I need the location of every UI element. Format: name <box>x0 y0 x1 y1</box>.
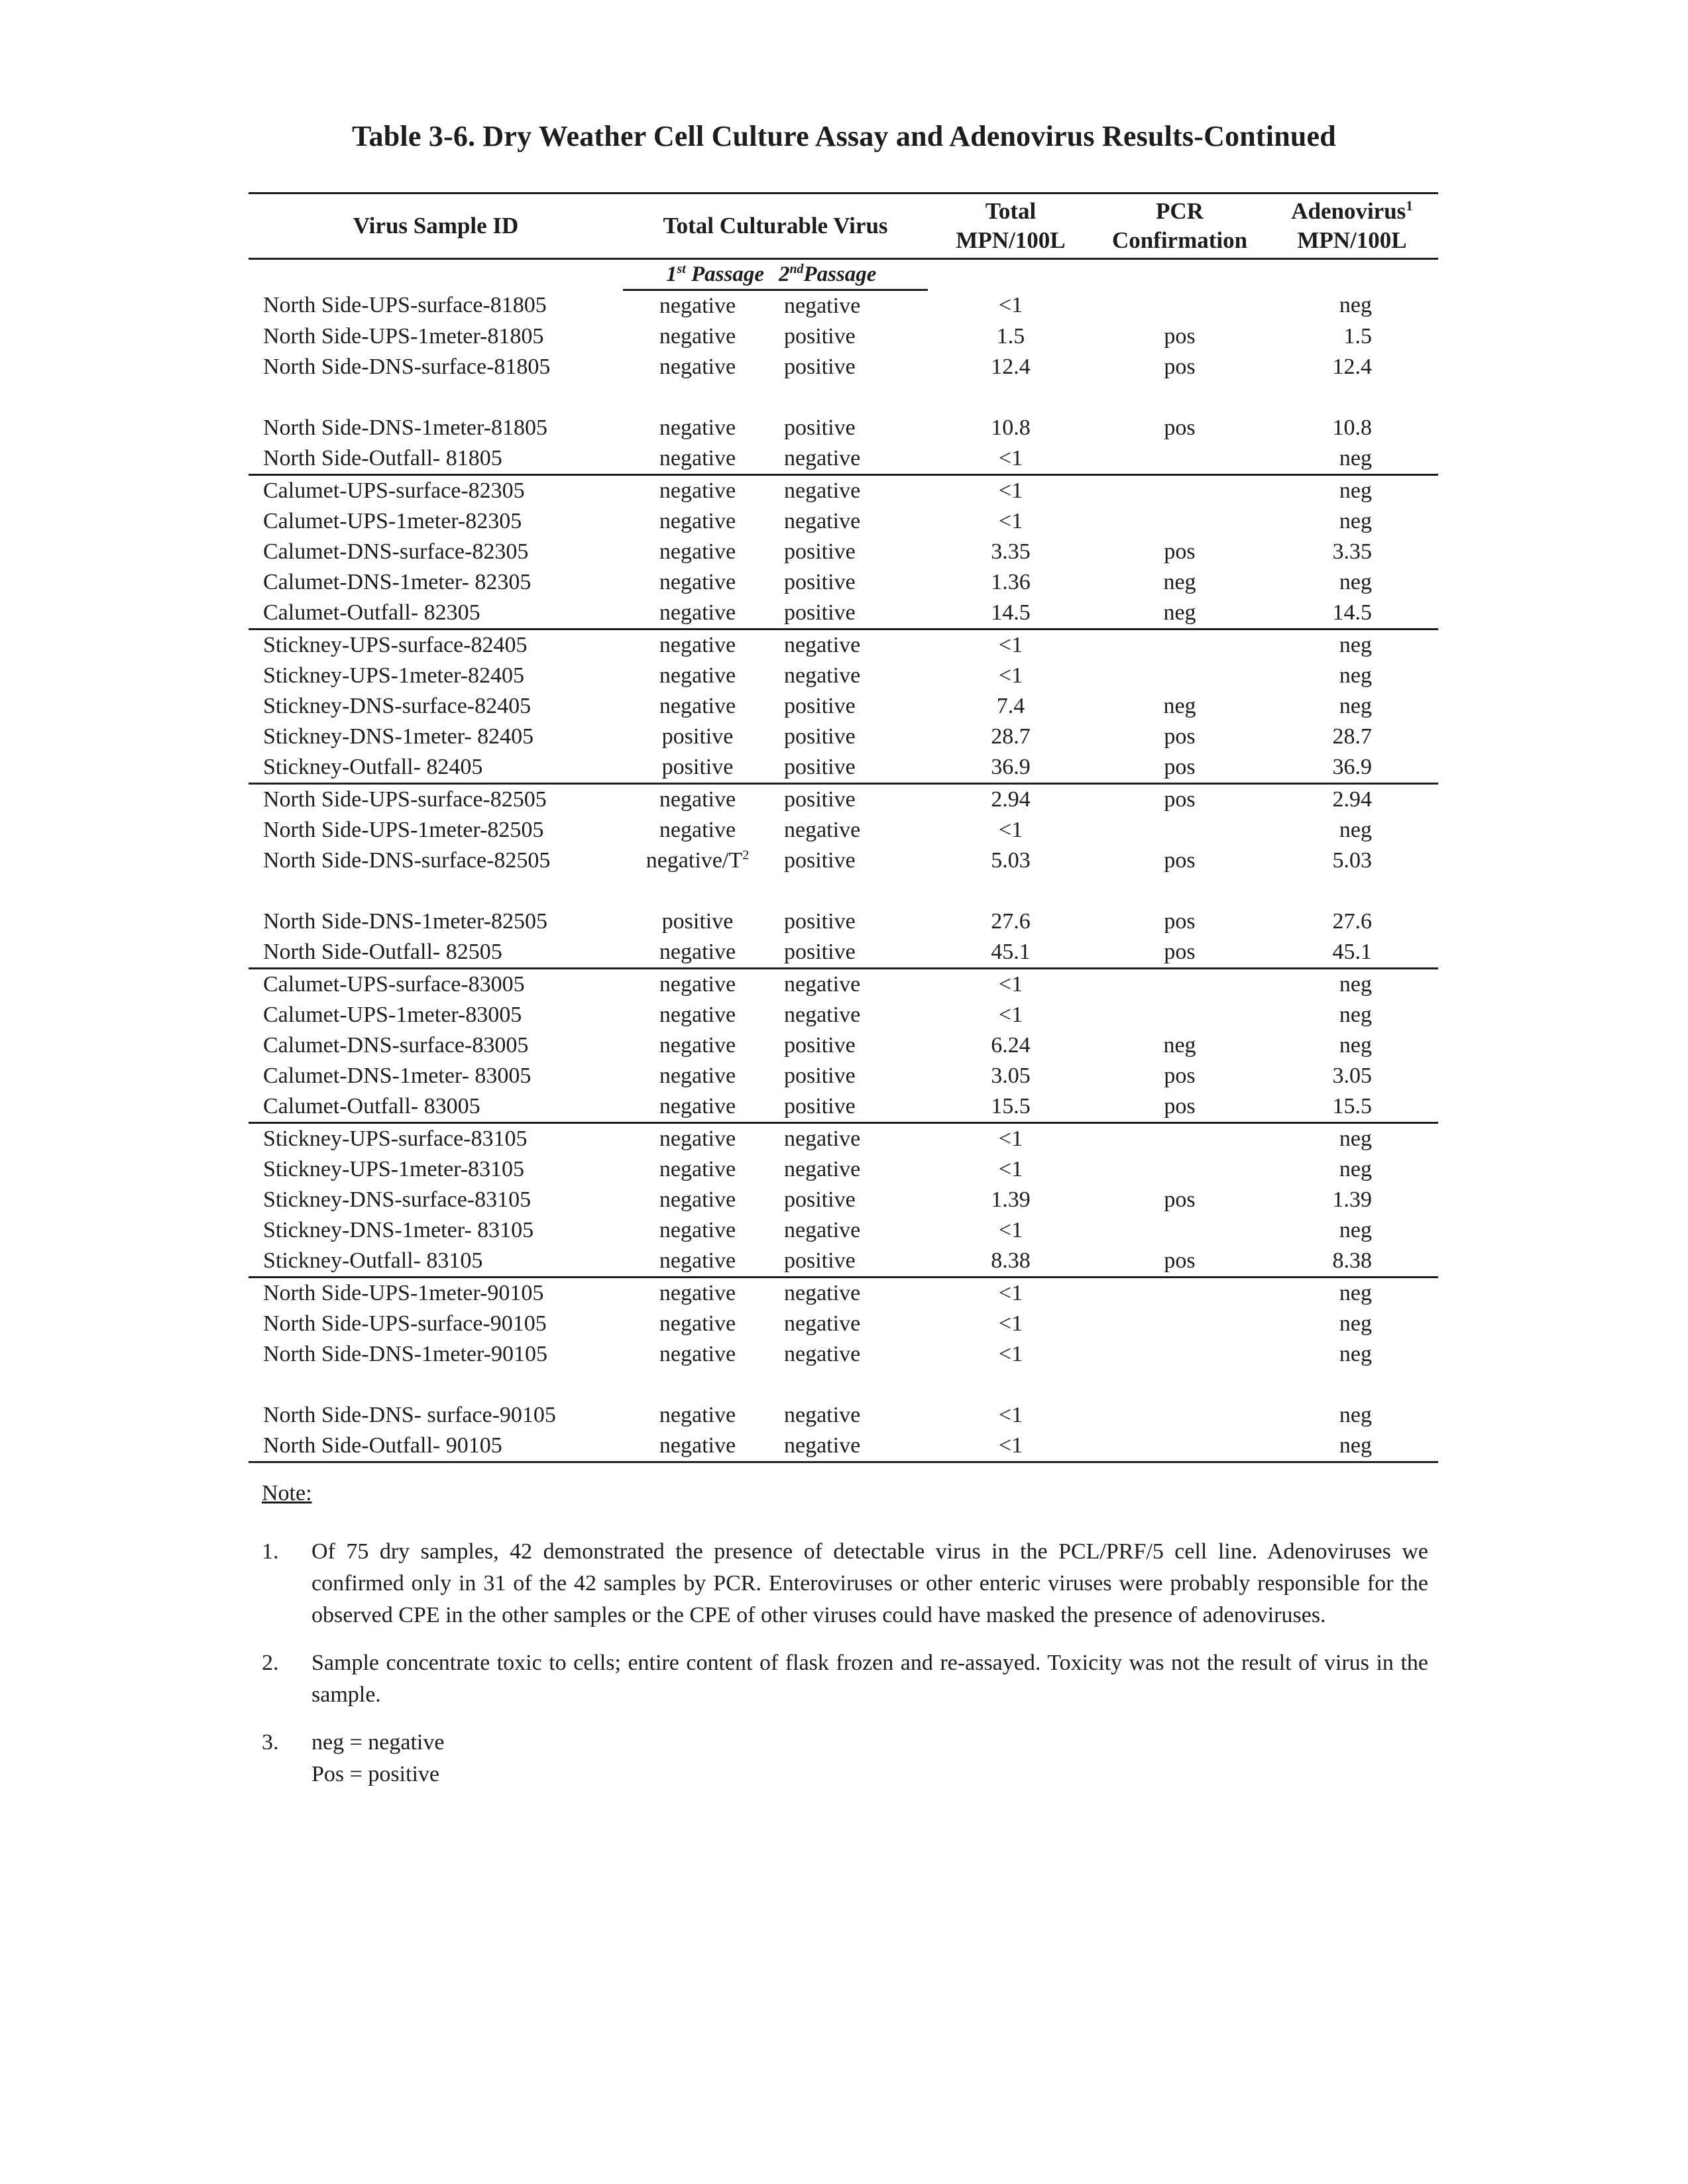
cell-sample-id: Calumet-Outfall- 82305 <box>249 598 623 629</box>
table-row <box>249 691 1438 722</box>
table-row <box>249 1091 1438 1123</box>
cell-sample-id: North Side-DNS-surface-81805 <box>263 355 551 379</box>
table-row <box>249 1339 1438 1370</box>
cell-passage-2: positive <box>784 1033 856 1058</box>
note-item <box>262 1727 1428 1790</box>
cell-pcr <box>1094 629 1266 661</box>
cell-passage-1: negative <box>659 663 736 688</box>
cell-sample-id: North Side-DNS-1meter-90105 <box>263 1342 547 1366</box>
cell-passage-1: negative <box>659 294 736 318</box>
cell-pcr <box>1094 475 1266 507</box>
cell-passage-2: negative <box>784 1342 861 1366</box>
cell-passage-1: negative <box>659 1003 736 1027</box>
cell-total-mpn: <1 <box>998 663 1023 688</box>
table-row <box>249 567 1438 598</box>
cell-passage-1: negative <box>659 694 736 718</box>
cell-passage-1: negative <box>659 1311 736 1336</box>
cell-pcr <box>1094 443 1266 475</box>
cell-pcr: pos <box>1094 1246 1266 1278</box>
cell-total-mpn: <1 <box>998 509 1023 533</box>
cell-sample-id: North Side-DNS-surface-82505 <box>263 848 551 873</box>
cell-adenovirus-mpn: neg <box>1339 1342 1373 1366</box>
cell-passage-2: negative <box>784 294 861 318</box>
note-text: Of 75 dry samples, 42 demonstrated the presence of detectable virus in the PCL/PRF/5 cell line. Adenoviruses we confirmed only in 31 of the 42 samples by PCR. Enteroviruses or other enteric viruses were probably responsible for the observed CPE in the other samples or the CPE of other viruses could have masked the presence of adenoviruses. <box>311 1539 1428 1627</box>
table-row <box>249 1309 1438 1339</box>
cell-total-mpn: 5.03 <box>991 848 1031 873</box>
cell-passage-2: positive <box>772 1091 928 1123</box>
cell-adenovirus-mpn: 27.6 <box>1332 909 1373 934</box>
cell-adenovirus-mpn: neg <box>1339 663 1373 688</box>
cell-passage-1: negative <box>659 1342 736 1366</box>
cell-passage-2: negative <box>784 1218 861 1242</box>
cell-passage-2: negative <box>784 663 861 688</box>
table-row <box>249 1215 1438 1246</box>
cell-pcr: pos <box>1164 415 1196 440</box>
cell-adenovirus-mpn: neg <box>1339 972 1373 997</box>
cell-adenovirus-mpn: 28.7 <box>1332 724 1373 749</box>
table-row <box>249 784 1438 816</box>
cell-adenovirus-mpn: neg <box>1339 1003 1373 1027</box>
cell-passage-1: negative <box>659 539 736 564</box>
table-row <box>249 1431 1438 1462</box>
table-row <box>249 937 1438 969</box>
cell-sample-id: Stickney-UPS-1meter-82405 <box>263 663 525 688</box>
cell-pcr: pos <box>1094 937 1266 969</box>
cell-adenovirus-mpn: 45.1 <box>1266 937 1438 969</box>
cell-pcr: neg <box>1163 1033 1196 1058</box>
cell-passage-2: positive <box>784 1064 856 1088</box>
header-total-mpn-line1: Total <box>985 198 1037 224</box>
cell-pcr <box>1094 1370 1266 1431</box>
cell-sample-id: North Side-UPS-surface-81805 <box>263 293 547 318</box>
cell-total-mpn: 45.1 <box>928 937 1094 969</box>
cell-adenovirus-mpn: neg <box>1339 1126 1373 1151</box>
cell-total-mpn: 36.9 <box>928 752 1094 784</box>
note-item <box>262 1647 1428 1711</box>
cell-adenovirus-mpn: 3.35 <box>1332 539 1373 564</box>
cell-pcr <box>1094 1215 1266 1246</box>
cell-passage-1: negative <box>659 787 736 812</box>
cell-passage-2: positive <box>784 539 856 564</box>
cell-pcr: pos <box>1094 752 1266 784</box>
cell-sample-id: North Side-Outfall- 90105 <box>249 1431 623 1462</box>
cell-passage-2: negative <box>772 443 928 475</box>
cell-total-mpn: <1 <box>998 478 1023 503</box>
header-row <box>249 193 1438 259</box>
cell-sample-id: North Side-Outfall- 82505 <box>249 937 623 969</box>
cell-sample-id: Calumet-UPS-1meter-83005 <box>263 1003 522 1027</box>
header-total-mpn-line2: MPN/100L <box>956 227 1066 253</box>
cell-pcr: pos <box>1164 848 1196 873</box>
cell-pcr: pos <box>1164 909 1196 934</box>
table-row <box>249 1123 1438 1155</box>
cell-sample-id: North Side-UPS-surface-82505 <box>263 787 547 812</box>
cell-sample-id: Calumet-DNS-surface-83005 <box>263 1033 529 1058</box>
table-body <box>249 290 1438 1462</box>
cell-sample-id: Calumet-UPS-1meter-82305 <box>263 509 522 533</box>
note-item <box>262 1536 1428 1631</box>
cell-passage-1: negative <box>659 1281 736 1305</box>
cell-sample-id: North Side-UPS-1meter-90105 <box>263 1281 544 1305</box>
cell-sample-id: Calumet-UPS-surface-82305 <box>263 478 525 503</box>
header-total-mpn <box>928 193 1094 259</box>
cell-total-mpn: <1 <box>998 1126 1023 1151</box>
cell-pcr <box>1094 1431 1266 1462</box>
cell-adenovirus-mpn: 1.5 <box>1343 324 1373 349</box>
cell-adenovirus-mpn: neg <box>1339 478 1373 503</box>
cell-passage-2: negative <box>784 1003 861 1027</box>
table-row <box>249 537 1438 567</box>
cell-pcr <box>1094 815 1266 846</box>
cell-adenovirus-mpn: neg <box>1339 633 1373 657</box>
cell-pcr <box>1094 1000 1266 1030</box>
cell-sample-id: Calumet-DNS-surface-82305 <box>263 539 529 564</box>
cell-adenovirus-mpn: neg <box>1339 570 1373 594</box>
cell-pcr: pos <box>1094 1091 1266 1123</box>
cell-sample-id: Stickney-DNS-surface-83105 <box>263 1187 532 1212</box>
cell-adenovirus-mpn: neg <box>1339 1218 1373 1242</box>
cell-passage-2: positive <box>772 752 928 784</box>
table-row <box>249 1154 1438 1185</box>
cell-total-mpn: <1 <box>998 1003 1023 1027</box>
cell-total-mpn: 15.5 <box>928 1091 1094 1123</box>
cell-total-mpn: 28.7 <box>991 724 1031 749</box>
cell-passage-2: positive <box>784 787 856 812</box>
cell-sample-id: Stickney-DNS-surface-82405 <box>263 694 532 718</box>
cell-pcr: pos <box>1164 539 1196 564</box>
cell-adenovirus-mpn: 1.39 <box>1332 1187 1373 1212</box>
cell-pcr: pos <box>1164 1187 1196 1212</box>
cell-pcr <box>1094 661 1266 691</box>
cell-passage-1: negative <box>659 1033 736 1058</box>
cell-sample-id: Stickney-Outfall- 82405 <box>249 752 623 784</box>
table-row <box>249 321 1438 352</box>
cell-passage-2: negative <box>784 1157 861 1181</box>
table-row <box>249 382 1438 443</box>
note-number: 2. <box>262 1651 279 1675</box>
cell-sample-id: North Side-UPS-1meter-81805 <box>263 324 544 349</box>
cell-adenovirus-mpn: neg <box>1339 509 1373 533</box>
cell-passage-1: negative <box>659 1218 736 1242</box>
note-text <box>311 1727 1428 1790</box>
cell-adenovirus-mpn: neg <box>1339 293 1373 318</box>
table-row <box>249 598 1438 629</box>
cell-total-mpn: 14.5 <box>928 598 1094 629</box>
cell-pcr <box>1094 1339 1266 1370</box>
table-row <box>249 443 1438 475</box>
cell-passage-1: positive <box>661 724 734 749</box>
header-pcr-line2: Confirmation <box>1111 227 1248 253</box>
cell-sample-id: Calumet-DNS-1meter- 82305 <box>263 570 532 594</box>
cell-passage-2: positive <box>784 848 856 873</box>
cell-passage-1: negative <box>659 1403 736 1427</box>
cell-sample-id: Stickney-DNS-1meter- 82405 <box>263 724 534 749</box>
footnote-marker: 2 <box>742 847 750 863</box>
cell-total-mpn: <1 <box>998 1218 1023 1242</box>
note-text: Sample concentrate toxic to cells; entire content of flask frozen and re-assayed. Toxicity was not the result of virus in the sample. <box>311 1651 1428 1707</box>
cell-passage-2: positive <box>784 1187 856 1212</box>
notes-heading: Note: <box>262 1481 312 1505</box>
cell-passage-1: negative <box>659 633 736 657</box>
cell-passage-1: negative <box>659 818 736 842</box>
cell-adenovirus-mpn: 12.4 <box>1332 355 1373 379</box>
subheader-row <box>249 259 1438 290</box>
cell-total-mpn: 27.6 <box>991 909 1031 934</box>
cell-passage-2: positive <box>772 1246 928 1278</box>
subheader-passage-2: 2ndPassage <box>772 259 928 290</box>
cell-adenovirus-mpn: 2.94 <box>1332 787 1373 812</box>
table-row <box>249 1061 1438 1091</box>
header-sample-id: Virus Sample ID <box>249 193 623 259</box>
table-row <box>249 290 1438 322</box>
cell-total-mpn: 6.24 <box>991 1033 1031 1058</box>
cell-passage-1: negative/$T^2$ <box>646 847 750 873</box>
cell-adenovirus-mpn: 3.05 <box>1332 1064 1373 1088</box>
cell-total-mpn: 1.5 <box>996 324 1025 349</box>
table-row <box>249 1370 1438 1431</box>
table-row <box>249 352 1438 382</box>
cell-passage-2: negative <box>784 818 861 842</box>
cell-passage-1: negative <box>659 1064 736 1088</box>
cell-adenovirus-mpn: 36.9 <box>1266 752 1438 784</box>
cell-passage-1: negative <box>659 570 736 594</box>
cell-sample-id: Stickney-UPS-surface-82405 <box>263 633 528 657</box>
cell-pcr: pos <box>1164 355 1196 379</box>
cell-passage-2: positive <box>784 724 856 749</box>
cell-adenovirus-mpn: 15.5 <box>1266 1091 1438 1123</box>
table-row <box>249 846 1438 876</box>
table-row <box>249 752 1438 784</box>
cell-passage-1: negative <box>659 478 736 503</box>
table-row <box>249 1185 1438 1215</box>
cell-adenovirus-mpn: 8.38 <box>1266 1246 1438 1278</box>
cell-total-mpn: 3.35 <box>991 539 1031 564</box>
cell-passage-1: negative <box>659 972 736 997</box>
cell-adenovirus-mpn: 5.03 <box>1332 848 1373 873</box>
header-adeno-line1: Adenovirus <box>1291 198 1406 224</box>
cell-passage-1: negative <box>623 1091 772 1123</box>
header-pcr <box>1094 193 1266 259</box>
cell-passage-2: positive <box>784 415 856 440</box>
note-text-line: neg = negative <box>311 1730 445 1755</box>
cell-total-mpn: 1.39 <box>991 1187 1031 1212</box>
cell-passage-2: negative <box>784 1403 861 1427</box>
cell-sample-id: Stickney-UPS-surface-83105 <box>263 1126 528 1151</box>
cell-adenovirus-mpn: 10.8 <box>1332 415 1373 440</box>
notes-section <box>262 1478 1428 1806</box>
header-adeno-footnote: 1 <box>1406 197 1413 214</box>
subheader-passage-1: 1st Passage <box>623 259 772 290</box>
cell-passage-2: negative <box>784 633 861 657</box>
table-row <box>249 969 1438 1001</box>
cell-pcr <box>1094 1278 1266 1309</box>
cell-pcr <box>1094 1154 1266 1185</box>
cell-passage-2: positive <box>784 694 856 718</box>
cell-adenovirus-mpn: neg <box>1339 1311 1373 1336</box>
table-row <box>249 815 1438 846</box>
cell-adenovirus-mpn: neg <box>1266 443 1438 475</box>
cell-passage-2: negative <box>772 1431 928 1462</box>
cell-passage-1: negative <box>659 1157 736 1181</box>
cell-passage-1: negative <box>659 1187 736 1212</box>
table-row <box>249 506 1438 537</box>
cell-pcr <box>1094 506 1266 537</box>
cell-adenovirus-mpn: neg <box>1339 1033 1373 1058</box>
cell-passage-2: negative <box>784 1281 861 1305</box>
cell-pcr: pos <box>1164 324 1196 349</box>
cell-total-mpn: <1 <box>998 1311 1023 1336</box>
cell-pcr: pos <box>1164 787 1196 812</box>
cell-sample-id: North Side-DNS- surface-90105 <box>263 1403 556 1427</box>
cell-adenovirus-mpn: neg <box>1339 1157 1373 1181</box>
cell-passage-2: negative <box>784 972 861 997</box>
cell-passage-1: negative <box>659 415 736 440</box>
results-table <box>249 192 1438 1463</box>
cell-passage-1: negative <box>659 509 736 533</box>
cell-total-mpn: <1 <box>998 293 1023 318</box>
cell-passage-2: positive <box>772 937 928 969</box>
cell-adenovirus-mpn: neg <box>1339 694 1373 718</box>
cell-sample-id: North Side-UPS-surface-90105 <box>263 1311 547 1336</box>
cell-passage-2: positive <box>784 909 856 934</box>
cell-sample-id: North Side-UPS-1meter-82505 <box>263 818 544 842</box>
cell-passage-1: negative <box>623 1246 772 1278</box>
note-text-line: Pos = positive <box>311 1762 439 1786</box>
cell-passage-2: negative <box>784 509 861 533</box>
header-total-culturable: Total Culturable Virus <box>623 193 928 259</box>
cell-passage-2: negative <box>784 1126 861 1151</box>
cell-passage-1: negative <box>623 937 772 969</box>
cell-passage-2: positive <box>772 598 928 629</box>
header-adenovirus <box>1266 193 1438 259</box>
cell-total-mpn: 1.36 <box>991 570 1031 594</box>
cell-total-mpn: 3.05 <box>991 1064 1031 1088</box>
cell-sample-id: Calumet-DNS-1meter- 83005 <box>263 1064 532 1088</box>
table-row <box>249 1000 1438 1030</box>
cell-sample-id: Stickney-DNS-1meter- 83105 <box>263 1218 534 1242</box>
cell-sample-id: Stickney-UPS-1meter-83105 <box>263 1157 525 1181</box>
cell-passage-1: negative <box>659 1126 736 1151</box>
cell-pcr: neg <box>1163 694 1196 718</box>
cell-passage-1: positive <box>623 752 772 784</box>
results-table-container <box>249 192 1438 1463</box>
cell-total-mpn: 7.4 <box>996 694 1025 718</box>
cell-pcr <box>1094 290 1266 322</box>
cell-passage-2: negative <box>784 1311 861 1336</box>
cell-passage-2: positive <box>784 324 856 349</box>
cell-pcr: neg <box>1163 570 1196 594</box>
cell-passage-2: positive <box>784 355 856 379</box>
cell-adenovirus-mpn: 14.5 <box>1266 598 1438 629</box>
cell-passage-1: negative <box>623 443 772 475</box>
cell-adenovirus-mpn: neg <box>1266 1431 1438 1462</box>
cell-adenovirus-mpn: neg <box>1339 1281 1373 1305</box>
cell-adenovirus-mpn: neg <box>1339 1403 1373 1427</box>
table-row <box>249 629 1438 661</box>
cell-total-mpn: <1 <box>998 1281 1023 1305</box>
cell-sample-id: North Side-DNS-1meter-81805 <box>263 415 547 440</box>
table-row <box>249 475 1438 507</box>
cell-total-mpn: <1 <box>998 972 1023 997</box>
cell-sample-id: Stickney-Outfall- 83105 <box>249 1246 623 1278</box>
cell-passage-2: positive <box>784 570 856 594</box>
cell-total-mpn: <1 <box>998 633 1023 657</box>
cell-passage-1: negative <box>659 324 736 349</box>
cell-total-mpn: <1 <box>998 1342 1023 1366</box>
table-row <box>249 1030 1438 1061</box>
table-row <box>249 876 1438 937</box>
cell-total-mpn: <1 <box>928 443 1094 475</box>
cell-passage-1: positive <box>661 909 734 934</box>
cell-passage-1: negative <box>659 355 736 379</box>
cell-sample-id: North Side-DNS-1meter-82505 <box>263 909 547 934</box>
cell-sample-id: Calumet-UPS-surface-83005 <box>263 972 525 997</box>
cell-total-mpn: 2.94 <box>991 787 1031 812</box>
cell-pcr: neg <box>1094 598 1266 629</box>
cell-total-mpn: 12.4 <box>991 355 1031 379</box>
cell-passage-1: negative <box>623 1431 772 1462</box>
header-adeno-line2: MPN/100L <box>1297 227 1407 253</box>
cell-total-mpn: <1 <box>998 1403 1023 1427</box>
header-pcr-line1: PCR <box>1156 198 1204 224</box>
cell-passage-1: negative <box>623 598 772 629</box>
note-number: 1. <box>262 1539 279 1564</box>
cell-pcr <box>1094 969 1266 1001</box>
cell-total-mpn: <1 <box>998 1157 1023 1181</box>
cell-total-mpn: <1 <box>928 1431 1094 1462</box>
cell-total-mpn: <1 <box>998 818 1023 842</box>
table-row <box>249 1278 1438 1309</box>
cell-pcr: pos <box>1164 724 1196 749</box>
table-row <box>249 1246 1438 1278</box>
table-row <box>249 661 1438 691</box>
cell-pcr <box>1094 1309 1266 1339</box>
note-number: 3. <box>262 1730 279 1755</box>
cell-passage-2: negative <box>784 478 861 503</box>
cell-sample-id: Calumet-Outfall- 83005 <box>249 1091 623 1123</box>
cell-pcr: pos <box>1164 1064 1196 1088</box>
cell-adenovirus-mpn: neg <box>1339 818 1373 842</box>
cell-total-mpn: 10.8 <box>991 415 1031 440</box>
cell-sample-id: North Side-Outfall- 81805 <box>249 443 623 475</box>
table-row <box>249 722 1438 752</box>
table-title: Table 3-6. Dry Weather Cell Culture Assay and Adenovirus Results-Continued <box>352 120 1336 152</box>
cell-total-mpn: 8.38 <box>928 1246 1094 1278</box>
cell-pcr <box>1094 1123 1266 1155</box>
